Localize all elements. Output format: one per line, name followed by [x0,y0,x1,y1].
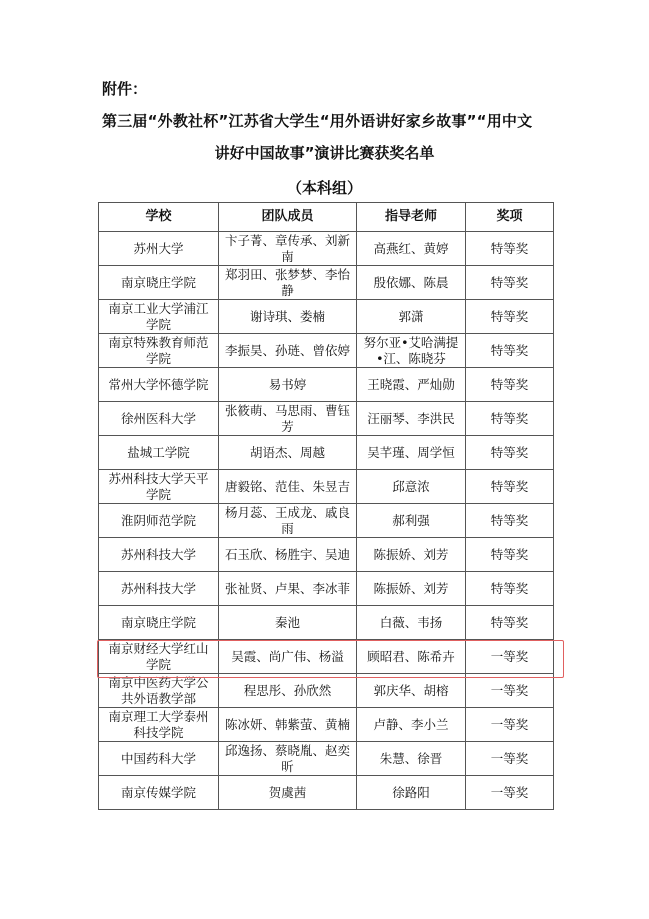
cell-advisors: 吴芊瑾、周学恒 [357,436,466,470]
cell-award: 一等奖 [466,708,554,742]
cell-school: 南京中医药大学公共外语教学部 [99,674,219,708]
cell-award: 一等奖 [466,674,554,708]
cell-school: 南京晓庄学院 [99,606,219,640]
table-row [99,674,554,708]
cell-advisors: 陈振娇、刘芳 [357,538,466,572]
cell-school: 南京晓庄学院 [99,266,219,300]
cell-advisors: 王晓霞、严灿勋 [357,368,466,402]
cell-award: 特等奖 [466,232,554,266]
table-header-row [99,203,554,232]
table-row [99,742,554,776]
cell-award: 一等奖 [466,640,554,674]
cell-award: 特等奖 [466,470,554,504]
cell-members: 邱逸扬、蔡晓胤、赵奕昕 [219,742,357,776]
cell-school: 苏州科技大学天平学院 [99,470,219,504]
cell-advisors: 朱慧、徐晋 [357,742,466,776]
cell-members: 易书婷 [219,368,357,402]
table-row [99,300,554,334]
table-row [99,776,554,810]
table-row [99,708,554,742]
cell-advisors: 努尔亚•艾哈满提•江、陈晓芬 [357,334,466,368]
table-row [99,640,554,674]
cell-advisors: 卢静、李小兰 [357,708,466,742]
cell-members: 秦池 [219,606,357,640]
table-body [99,232,554,810]
cell-school: 徐州医科大学 [99,402,219,436]
cell-award: 特等奖 [466,266,554,300]
cell-school: 淮阴师范学院 [99,504,219,538]
cell-school: 盐城工学院 [99,436,219,470]
cell-members: 程思彤、孙欣然 [219,674,357,708]
table-row [99,538,554,572]
cell-members: 吴霞、尚广伟、杨溢 [219,640,357,674]
cell-award: 特等奖 [466,504,554,538]
cell-school: 苏州科技大学 [99,538,219,572]
cell-advisors: 顾昭君、陈希卉 [357,640,466,674]
cell-school: 南京特殊教育师范学院 [99,334,219,368]
cell-advisors: 白薇、韦扬 [357,606,466,640]
attachment-label: 附件： [102,80,148,98]
cell-award: 特等奖 [466,538,554,572]
cell-school: 南京传媒学院 [99,776,219,810]
document-subtitle: （本科组） [286,179,362,197]
document-title-line1: 第三届“外教社杯”江苏省大学生“用外语讲好家乡故事”“用中文 [102,112,533,130]
table-row [99,368,554,402]
awards-table [98,202,554,810]
document-title-line2: 讲好中国故事”演讲比赛获奖名单 [214,144,435,162]
table-row [99,402,554,436]
cell-school: 中国药科大学 [99,742,219,776]
cell-award: 特等奖 [466,402,554,436]
cell-members: 唐毅铭、范佳、朱昱吉 [219,470,357,504]
cell-school: 南京财经大学红山学院 [99,640,219,674]
cell-advisors: 陈振娇、刘芳 [357,572,466,606]
table-row [99,334,554,368]
table-row [99,606,554,640]
cell-members: 杨月蕊、王成龙、戚良雨 [219,504,357,538]
cell-award: 特等奖 [466,300,554,334]
header-advisors: 指导老师 [357,203,466,232]
table-row [99,504,554,538]
cell-award: 特等奖 [466,606,554,640]
cell-award: 特等奖 [466,436,554,470]
cell-members: 卞子菁、章传承、刘新南 [219,232,357,266]
cell-advisors: 徐路阳 [357,776,466,810]
table-row [99,470,554,504]
cell-school: 苏州大学 [99,232,219,266]
cell-members: 胡语杰、周越 [219,436,357,470]
cell-award: 特等奖 [466,334,554,368]
table-row [99,436,554,470]
table-row [99,232,554,266]
cell-school: 常州大学怀德学院 [99,368,219,402]
cell-advisors: 邱意浓 [357,470,466,504]
cell-award: 特等奖 [466,572,554,606]
cell-school: 南京工业大学浦江学院 [99,300,219,334]
cell-advisors: 殷依娜、陈晨 [357,266,466,300]
header-school: 学校 [99,203,219,232]
cell-school: 苏州科技大学 [99,572,219,606]
header-members: 团队成员 [219,203,357,232]
cell-advisors: 郝利强 [357,504,466,538]
cell-advisors: 汪丽琴、李洪民 [357,402,466,436]
cell-members: 张祉贤、卢果、李冰菲 [219,572,357,606]
cell-members: 陈冰妍、韩紫萤、黄楠 [219,708,357,742]
cell-members: 石玉欣、杨胜宇、吴迪 [219,538,357,572]
cell-advisors: 高燕红、黄婷 [357,232,466,266]
header-award: 奖项 [466,203,554,232]
table-row [99,572,554,606]
cell-award: 一等奖 [466,776,554,810]
cell-advisors: 郭庆华、胡榕 [357,674,466,708]
cell-members: 谢诗琪、娄楠 [219,300,357,334]
cell-members: 贺虞茜 [219,776,357,810]
cell-members: 李振昊、孙琏、曾依婷 [219,334,357,368]
cell-members: 郑羽田、张梦梦、李怡静 [219,266,357,300]
cell-award: 一等奖 [466,742,554,776]
cell-award: 特等奖 [466,368,554,402]
cell-school: 南京理工大学泰州科技学院 [99,708,219,742]
cell-advisors: 郭潇 [357,300,466,334]
cell-members: 张筱萌、马思雨、曹钰芳 [219,402,357,436]
table-row [99,266,554,300]
